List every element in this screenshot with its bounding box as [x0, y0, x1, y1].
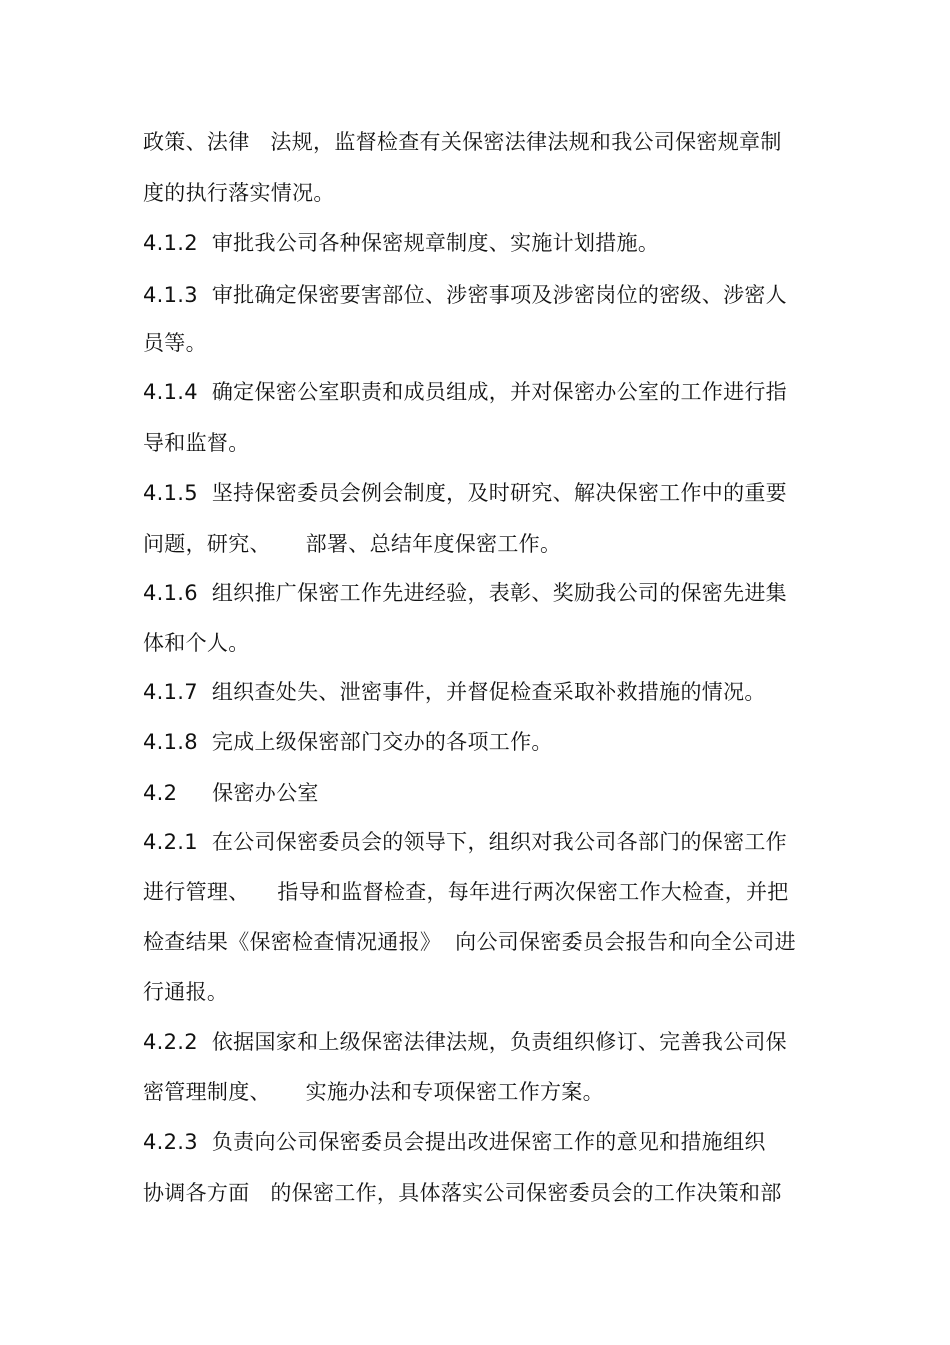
- text-line: 度的执行落实情况。: [143, 181, 335, 205]
- text-line: 导和监督。: [143, 431, 250, 455]
- paragraph-4-1-8: 4.1.8 完成上级保密部门交办的各项工作。: [143, 730, 553, 754]
- text-line: 政策、法律 法规，监督检查有关保密法律法规和我公司保密规章制: [143, 130, 782, 154]
- text-line: 检查结果《保密检查情况通报》 向公司保密委员会报告和向全公司进: [143, 930, 796, 954]
- text-line: 进行管理、 指导和监督检查，每年进行两次保密工作大检查，并把: [143, 880, 789, 904]
- paragraph-4-1-2: 4.1.2 审批我公司各种保密规章制度、实施计划措施。: [143, 231, 660, 255]
- paragraph-4-2-3: 4.2.3 负责向公司保密委员会提出改进保密工作的意见和措施组织: [143, 1130, 766, 1154]
- text-line: 密管理制度、 实施办法和专项保密工作方案。: [143, 1080, 604, 1104]
- paragraph-4-2-2: 4.2.2 依据国家和上级保密法律法规，负责组织修订、完善我公司保: [143, 1030, 787, 1054]
- text-line: 问题，研究、 部署、总结年度保密工作。: [143, 532, 562, 556]
- paragraph-4-2-1: 4.2.1 在公司保密委员会的领导下，组织对我公司各部门的保密工作: [143, 830, 787, 854]
- text-line: 行通报。: [143, 980, 229, 1004]
- paragraph-4-1-3: 4.1.3 审批确定保密要害部位、涉密事项及涉密岗位的密级、涉密人: [143, 283, 787, 307]
- paragraph-4-1-4: 4.1.4 确定保密公室职责和成员组成，并对保密办公室的工作进行指: [143, 380, 787, 404]
- text-line: 员等。: [143, 331, 207, 355]
- paragraph-4-1-6: 4.1.6 组织推广保密工作先进经验，表彰、奖励我公司的保密先进集: [143, 581, 787, 605]
- paragraph-4-1-5: 4.1.5 坚持保密委员会例会制度，及时研究、解决保密工作中的重要: [143, 481, 787, 505]
- text-line: 协调各方面 的保密工作，具体落实公司保密委员会的工作决策和部: [143, 1181, 782, 1205]
- text-line: 体和个人。: [143, 631, 250, 655]
- section-heading-4-2: 4.2 保密办公室: [143, 781, 319, 805]
- paragraph-4-1-7: 4.1.7 组织查处失、泄密事件，并督促检查采取补救措施的情况。: [143, 680, 766, 704]
